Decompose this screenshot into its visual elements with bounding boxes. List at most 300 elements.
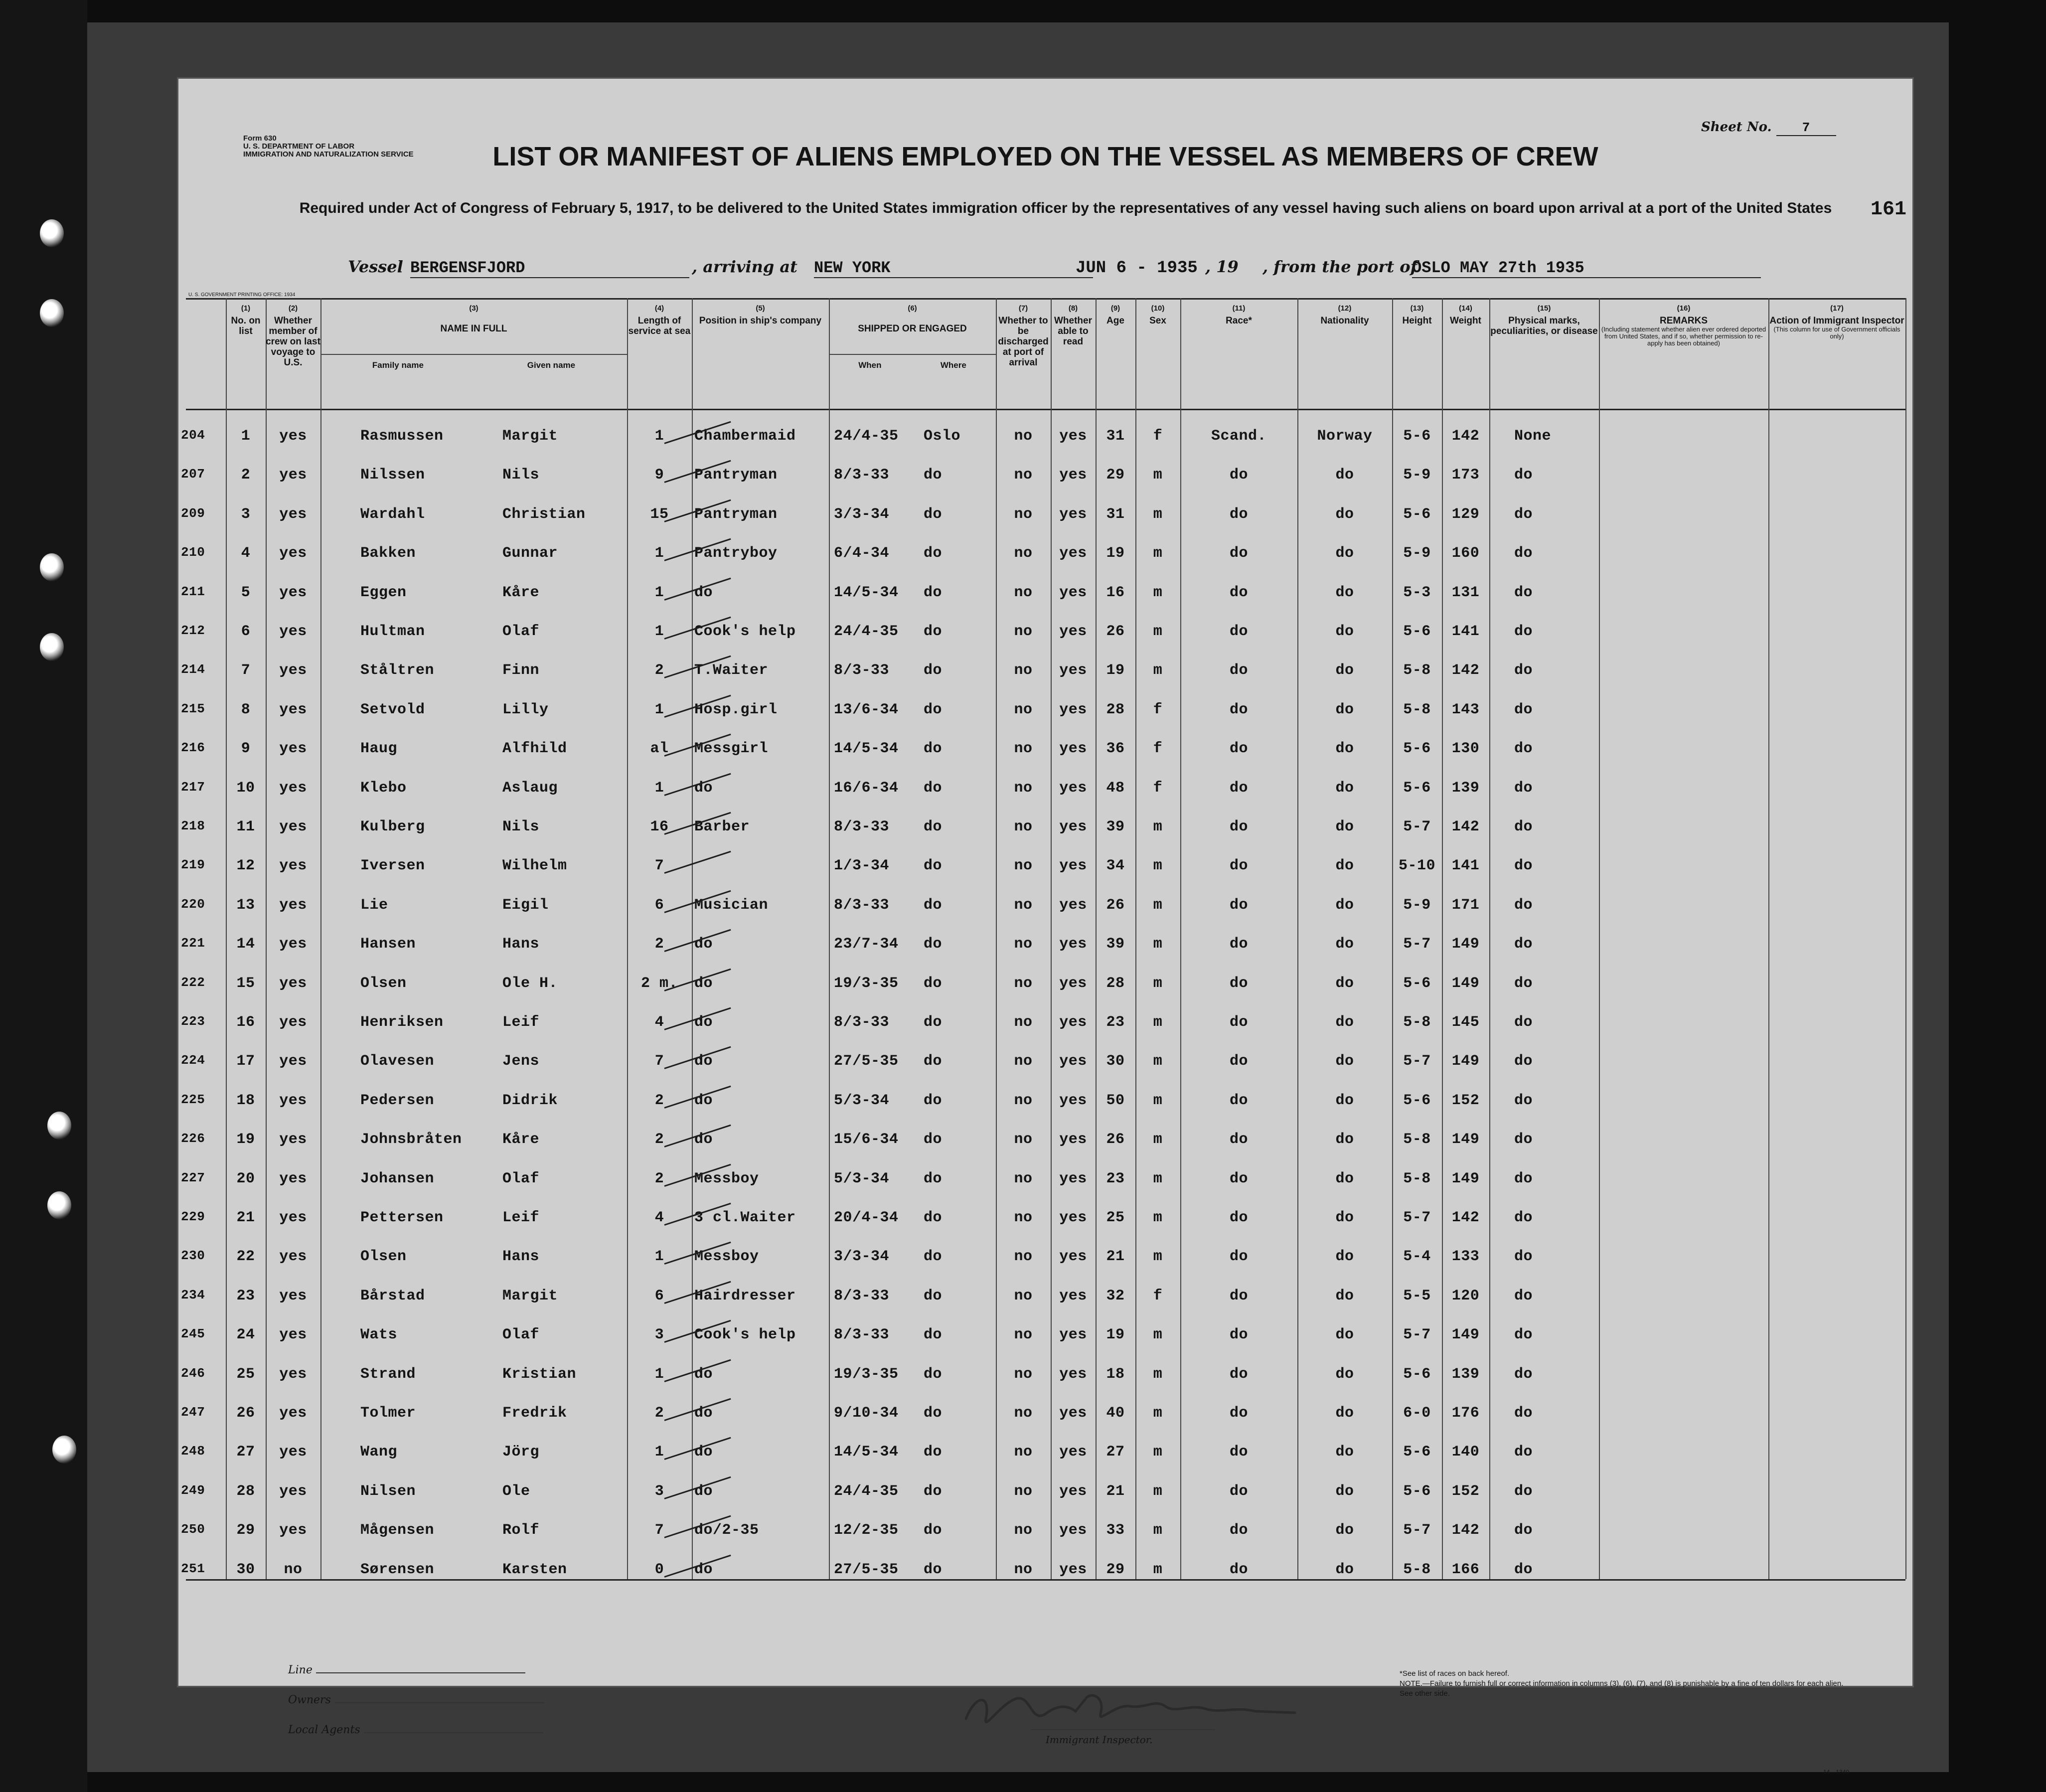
cell-nationality: do [1335,1131,1354,1148]
cell-nationality: do [1335,1482,1354,1500]
table-row [178,572,1912,611]
cell-no: 16 [236,1014,255,1031]
cell-position: do [694,1131,713,1148]
line-field [288,1664,525,1676]
cell-where: do [924,818,943,835]
cell-height: 5-8 [1403,1131,1431,1148]
cell-height: 5-6 [1403,1365,1431,1383]
cell-sex: m [1153,975,1163,992]
service-name: IMMIGRATION AND NATURALIZATION SERVICE [243,150,414,159]
cell-race: do [1229,1326,1248,1344]
cell-family: Mågensen [360,1522,435,1539]
table-row [178,1001,1912,1040]
line-label: Line [288,1664,313,1676]
cell-service: 9 [654,467,664,484]
cell-nationality: do [1335,623,1354,640]
table-top-rule [186,298,1905,300]
agents-field [288,1724,543,1736]
cell-last: yes [279,1209,307,1226]
column-number: (15) [1537,304,1551,313]
cell-when: 15/6-34 [834,1131,899,1148]
column-sublabel: Given name [527,360,576,370]
cell-discharged: no [1014,1170,1033,1187]
cell-height: 5-7 [1403,818,1431,835]
cell-marks: do [1514,1287,1533,1304]
cell-sex: m [1153,1014,1163,1031]
document-number: 161 [1871,198,1907,221]
cell-where: do [924,1287,943,1304]
cell-nationality: do [1335,740,1354,758]
column-header [1442,303,1489,326]
row-reference: 221 [181,936,205,951]
cell-last: yes [279,467,307,484]
row-reference: 226 [181,1131,205,1146]
row-reference: 215 [181,701,205,716]
cell-no: 11 [236,818,255,835]
cell-last: yes [279,701,307,718]
cell-position: Chambermaid [694,428,796,445]
agents-blank [364,1732,543,1733]
cell-given: Kåre [502,1131,540,1148]
cell-read: yes [1059,1248,1087,1266]
column-note: (This column for use of Government officials only) [1773,326,1900,340]
cell-when: 27/5-35 [834,1561,899,1578]
cell-marks: do [1514,1131,1533,1148]
cell-height: 5-8 [1403,1014,1431,1031]
cell-nationality: do [1335,1170,1354,1187]
cell-nationality: do [1335,1561,1354,1578]
cell-position: do [694,779,713,797]
cell-race: do [1229,936,1248,953]
cell-last: yes [279,1326,307,1344]
cell-marks: do [1514,1482,1533,1500]
column-label: Whether member of crew on last voyage to U.S. [266,316,320,368]
cell-where: do [924,1092,943,1109]
inspector-signature [956,1684,1305,1739]
cell-family: Wats [360,1326,398,1344]
cell-age: 39 [1106,818,1125,835]
cell-race: do [1229,896,1248,914]
cell-given: Ole [502,1482,530,1500]
vessel-name-field [410,257,689,278]
cell-position: do [694,1561,713,1578]
cell-discharged: no [1014,584,1033,601]
row-reference: 207 [181,467,205,482]
cell-race: do [1229,779,1248,797]
cell-where: do [924,896,943,914]
cell-race: do [1229,1405,1248,1422]
cell-marks: do [1514,1365,1533,1383]
cell-sex: m [1153,1365,1163,1383]
column-header [1599,303,1768,347]
cell-given: Hans [502,1248,540,1266]
cell-sex: f [1153,701,1163,718]
cell-service: 4 [654,1209,664,1226]
cell-marks: do [1514,1092,1533,1109]
arriving-label: , arriving at [692,257,797,276]
cell-last: yes [279,896,307,914]
column-number: (17) [1830,304,1844,313]
cell-discharged: no [1014,545,1033,562]
cell-race: do [1229,584,1248,601]
cell-no: 12 [236,857,255,875]
cell-given: Olaf [502,1170,540,1187]
cell-age: 26 [1106,896,1125,914]
punch-hole [52,1436,76,1464]
column-header [1392,303,1442,326]
row-reference: 216 [181,740,205,756]
cell-race: Scand. [1211,428,1267,445]
row-reference: 234 [181,1287,205,1303]
manifest-sheet [177,77,1914,1776]
cell-sex: m [1153,467,1163,484]
cell-no: 28 [236,1482,255,1500]
cell-sex: m [1153,1561,1163,1578]
cell-nationality: do [1335,505,1354,523]
cell-last: yes [279,1131,307,1148]
column-number: (13) [1410,304,1424,313]
cell-read: yes [1059,1092,1087,1109]
column-number: (10) [1151,304,1165,313]
cell-family: Iversen [360,857,425,875]
cell-given: Hans [502,936,540,953]
cell-position: do/2-35 [694,1522,759,1539]
cell-discharged: no [1014,467,1033,484]
cell-service: 1 [654,1444,664,1461]
cell-when: 23/7-34 [834,936,899,953]
cell-sex: m [1153,1326,1163,1344]
cell-sex: m [1153,1170,1163,1187]
cell-height: 5-8 [1403,701,1431,718]
cell-last: yes [279,1170,307,1187]
cell-family: Olavesen [360,1053,435,1070]
cell-age: 26 [1106,623,1125,640]
binder-strip [0,0,87,1792]
cell-race: do [1229,1287,1248,1304]
table-row [178,728,1912,767]
cell-position: do [694,936,713,953]
form-code: 14—1340 [1823,1769,1850,1776]
cell-given: Margit [502,1287,558,1304]
arrival-date-stamp: JUN 6 - 1935 [1076,259,1198,278]
cell-nationality: do [1335,975,1354,992]
cell-when: 3/3-34 [834,1248,890,1266]
inspector-label: Immigrant Inspector. [1046,1734,1153,1746]
cell-last: yes [279,779,307,797]
departure-port-field [1412,257,1761,278]
cell-marks: do [1514,1053,1533,1070]
cell-last: yes [279,1365,307,1383]
sheet-number-value: 7 [1776,120,1836,136]
cell-age: 29 [1106,467,1125,484]
cell-race: do [1229,467,1248,484]
cell-where: Oslo [924,428,961,445]
cell-where: do [924,975,943,992]
cell-age: 21 [1106,1482,1125,1500]
cell-height: 5-8 [1403,1170,1431,1187]
cell-given: Karsten [502,1561,567,1578]
cell-when: 20/4-34 [834,1209,899,1226]
cell-family: Rasmussen [360,428,444,445]
row-reference: 229 [181,1209,205,1224]
cell-service: 2 [654,1092,664,1109]
cell-where: do [924,701,943,718]
column-number: (5) [756,304,765,313]
owners-blank [334,1702,544,1703]
punch-hole [40,299,64,327]
cell-family: Hultman [360,623,425,640]
cell-given: Alfhild [502,740,567,758]
row-reference: 248 [181,1444,205,1459]
agents-label: Local Agents [288,1724,360,1736]
cell-no: 15 [236,975,255,992]
cell-discharged: no [1014,1092,1033,1109]
column-sublabel: When [858,360,882,370]
cell-family: Klebo [360,779,407,797]
cell-no: 4 [241,545,251,562]
cell-when: 14/5-34 [834,1444,899,1461]
cell-family: Tolmer [360,1405,416,1422]
cell-nationality: do [1335,936,1354,953]
table-row [178,1314,1912,1353]
column-label: Whether to be discharged at port of arrival [998,316,1049,368]
table-row [178,1353,1912,1392]
cell-no: 18 [236,1092,255,1109]
cell-race: do [1229,1209,1248,1226]
cell-no: 8 [241,701,251,718]
cell-height: 5-6 [1403,1482,1431,1500]
cell-read: yes [1059,1522,1087,1539]
cell-family: Setvold [360,701,425,718]
cell-where: do [924,936,943,953]
cell-read: yes [1059,505,1087,523]
from-port-label: , from the port of [1262,257,1417,276]
cell-age: 21 [1106,1248,1125,1266]
table-row [178,1431,1912,1470]
cell-weight: 149 [1451,1326,1480,1344]
cell-age: 33 [1106,1522,1125,1539]
cell-marks: do [1514,896,1533,914]
cell-when: 12/2-35 [834,1522,899,1539]
cell-read: yes [1059,662,1087,679]
cell-discharged: no [1014,701,1033,718]
table-row [178,1197,1912,1236]
cell-age: 28 [1106,701,1125,718]
cell-weight: 176 [1451,1405,1480,1422]
cell-age: 34 [1106,857,1125,875]
cell-family: Wardahl [360,505,425,523]
cell-marks: do [1514,545,1533,562]
cell-marks: do [1514,584,1533,601]
cell-service: 2 [654,1131,664,1148]
cell-age: 28 [1106,975,1125,992]
cell-weight: 139 [1451,1365,1480,1383]
cell-no: 5 [241,584,251,601]
cell-last: yes [279,975,307,992]
punch-hole [40,219,64,247]
cell-family: Wang [360,1444,398,1461]
cell-marks: do [1514,1170,1533,1187]
cell-sex: m [1153,1444,1163,1461]
column-number: (8) [1068,304,1078,313]
cell-height: 5-7 [1403,1053,1431,1070]
cell-when: 6/4-34 [834,545,890,562]
row-reference: 246 [181,1365,205,1381]
punch-hole [40,633,64,661]
cell-where: do [924,1014,943,1031]
cell-where: do [924,857,943,875]
table-row [178,963,1912,1001]
cell-height: 5-9 [1403,467,1431,484]
column-label: REMARKS [1659,316,1708,326]
column-header [1489,303,1599,336]
cell-family: Kulberg [360,818,425,835]
column-number: (4) [654,304,664,313]
table-header-rule [186,409,1905,410]
cell-no: 30 [236,1561,255,1578]
cell-read: yes [1059,428,1087,445]
column-header [266,303,320,368]
cell-no: 1 [241,428,251,445]
department-name: U. S. DEPARTMENT OF LABOR [243,142,355,151]
cell-when: 16/6-34 [834,779,899,797]
cell-age: 40 [1106,1405,1125,1422]
sheet-number-label: Sheet No. [1701,120,1772,135]
cell-sex: f [1153,428,1163,445]
cell-weight: 149 [1451,975,1480,992]
cell-sex: f [1153,779,1163,797]
cell-race: do [1229,1170,1248,1187]
cell-no: 7 [241,662,251,679]
cell-no: 17 [236,1053,255,1070]
cell-weight: 139 [1451,779,1480,797]
cell-weight: 160 [1451,545,1480,562]
cell-discharged: no [1014,896,1033,914]
cell-last: no [284,1561,303,1578]
cell-no: 10 [236,779,255,797]
cell-position: Pantryman [694,505,778,523]
cell-position: do [694,1365,713,1383]
cell-height: 5-5 [1403,1287,1431,1304]
cell-when: 5/3-34 [834,1170,890,1187]
cell-age: 19 [1106,545,1125,562]
cell-marks: do [1514,1405,1533,1422]
cell-age: 32 [1106,1287,1125,1304]
cell-given: Nils [502,467,540,484]
table-row [178,493,1912,532]
cell-service: 1 [654,584,664,601]
cell-weight: 171 [1451,896,1480,914]
cell-height: 5-6 [1403,779,1431,797]
cell-nationality: do [1335,857,1354,875]
table-row [178,1549,1912,1588]
cell-where: do [924,623,943,640]
cell-sex: f [1153,1287,1163,1304]
cell-read: yes [1059,1014,1087,1031]
cell-no: 27 [236,1444,255,1461]
cell-family: Eggen [360,584,407,601]
cell-race: do [1229,545,1248,562]
row-reference: 211 [181,584,205,599]
cell-weight: 142 [1451,662,1480,679]
row-reference: 214 [181,662,205,677]
cell-position: 3 cl.Waiter [694,1209,796,1226]
cell-sex: m [1153,1092,1163,1109]
cell-family: Pedersen [360,1092,435,1109]
row-reference: 223 [181,1014,205,1029]
column-number: (1) [241,304,251,313]
cell-service: 2 m. [640,975,678,992]
column-header [226,303,266,336]
line-blank [316,1672,525,1673]
cell-read: yes [1059,975,1087,992]
cell-no: 29 [236,1522,255,1539]
cell-sex: m [1153,818,1163,835]
cell-nationality: do [1335,1522,1354,1539]
cell-service: 0 [654,1561,664,1578]
cell-position: Musician [694,896,769,914]
cell-family: Bakken [360,545,416,562]
table-row [178,454,1912,493]
cell-family: Bårstad [360,1287,425,1304]
cell-weight: 149 [1451,1053,1480,1070]
cell-last: yes [279,1444,307,1461]
cell-discharged: no [1014,662,1033,679]
punch-hole [47,1191,71,1219]
cell-marks: do [1514,1014,1533,1031]
cell-when: 8/3-33 [834,818,890,835]
column-header [692,303,829,326]
cell-race: do [1229,1444,1248,1461]
cell-given: Leif [502,1209,540,1226]
cell-marks: do [1514,740,1533,758]
column-label: Action of Immigrant Inspector [1769,316,1904,326]
column-label: Age [1106,316,1124,326]
cell-height: 5-6 [1403,1444,1431,1461]
cell-when: 1/3-34 [834,857,890,875]
cell-nationality: do [1335,1209,1354,1226]
cell-read: yes [1059,740,1087,758]
cell-weight: 131 [1451,584,1480,601]
row-reference: 225 [181,1092,205,1107]
cell-nationality: do [1335,662,1354,679]
column-label: SHIPPED OR ENGAGED [858,324,967,334]
table-row [178,806,1912,845]
row-reference: 218 [181,818,205,833]
cell-weight: 142 [1451,428,1480,445]
cell-nationality: do [1335,1444,1354,1461]
cell-race: do [1229,1561,1248,1578]
cell-given: Margit [502,428,558,445]
cell-where: do [924,545,943,562]
cell-nationality: do [1335,701,1354,718]
cell-age: 27 [1106,1444,1125,1461]
cell-position: Barber [694,818,750,835]
cell-when: 13/6-34 [834,701,899,718]
cell-height: 5-7 [1403,1209,1431,1226]
table-row [178,845,1912,884]
cell-no: 2 [241,467,251,484]
cell-last: yes [279,818,307,835]
cell-weight: 133 [1451,1248,1480,1266]
column-header [1051,303,1096,347]
cell-last: yes [279,545,307,562]
cell-when: 14/5-34 [834,740,899,758]
cell-last: yes [279,740,307,758]
row-reference: 224 [181,1053,205,1068]
cell-no: 19 [236,1131,255,1148]
cell-weight: 120 [1451,1287,1480,1304]
